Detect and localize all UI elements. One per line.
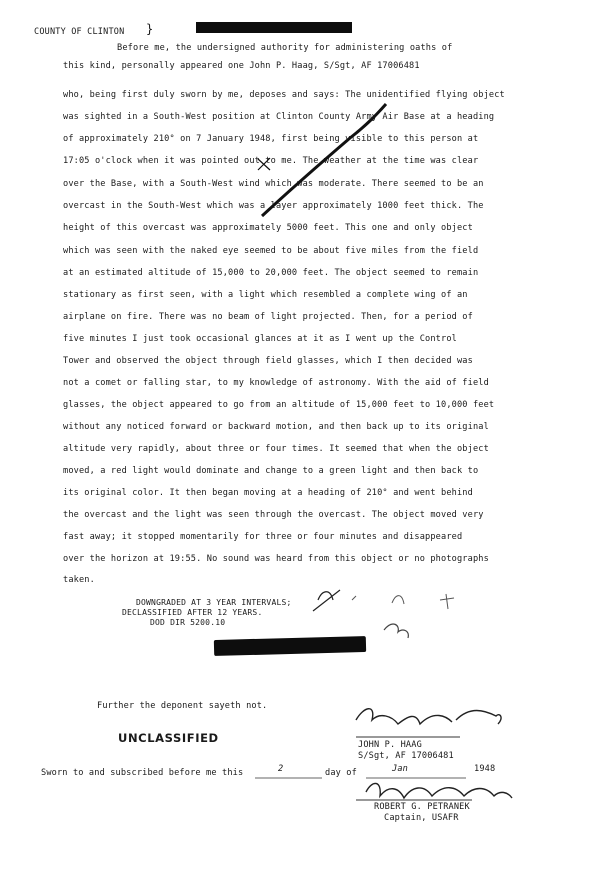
body-line-20: moved, a red light would dominate and change to a green light and then back to bbox=[63, 466, 479, 476]
sworn-year: 1948 bbox=[474, 764, 496, 774]
body-line-14: five minutes I just took occasional glances at it as I went up the Control bbox=[63, 334, 457, 344]
body-line-4: was sighted in a South-West position at Clinton County Army Air Base at a heading bbox=[63, 112, 495, 122]
county-heading: COUNTY OF CLINTON bbox=[34, 27, 125, 37]
sworn-day: 2 bbox=[278, 764, 284, 774]
classification-marking: UNCLASSIFIED bbox=[118, 731, 219, 745]
stamp-line-2: DECLASSIFIED AFTER 12 YEARS. bbox=[122, 608, 263, 617]
body-line-10: which was seen with the naked eye seemed to be about five miles from the field bbox=[63, 246, 479, 256]
body-line-23: fast away; it stopped momentarily for three or four minutes and disappeared bbox=[63, 532, 463, 542]
sworn-month: Jan bbox=[392, 764, 408, 774]
deponent-rank-serial: S/Sgt, AF 17006481 bbox=[358, 751, 454, 761]
body-line-18: without any noticed forward or backward motion, and then back up to its original bbox=[63, 422, 489, 432]
body-line-9: height of this overcast was approximately 5000 feet. This one and only object bbox=[63, 223, 473, 233]
body-line-13: airplane on fire. There was no beam of light projected. Then, for a period of bbox=[63, 312, 473, 322]
body-line-15: Tower and observed the object through field glasses, which I then decided was bbox=[63, 356, 473, 366]
sworn-day-of: day of bbox=[325, 768, 357, 778]
stamp-line-3: DOD DIR 5200.10 bbox=[150, 618, 226, 627]
deponent-name: JOHN P. HAAG bbox=[358, 740, 422, 750]
body-line-2: this kind, personally appeared one John P. Haag, S/Sgt, AF 17006481 bbox=[63, 61, 420, 71]
body-line-3: who, being first duly sworn by me, deposes and says: The unidentified flying object bbox=[63, 90, 505, 100]
sworn-prefix: Sworn to and subscribed before me this bbox=[41, 768, 244, 778]
body-line-25: taken. bbox=[63, 575, 95, 585]
further-statement: Further the deponent sayeth not. bbox=[97, 701, 268, 711]
officer-title: Captain, USAFR bbox=[384, 813, 459, 823]
body-line-21: its original color. It then began moving at a heading of 210° and went behind bbox=[63, 488, 473, 498]
body-line-22: the overcast and the light was seen through the overcast. The object moved very bbox=[63, 510, 484, 520]
body-line-24: over the horizon at 19:55. No sound was heard from this object or no photographs bbox=[63, 554, 489, 564]
stamp-line-1: DOWNGRADED AT 3 YEAR INTERVALS; bbox=[136, 598, 292, 607]
body-line-6: 17:05 o'clock when it was pointed out to me. The weather at the time was clear bbox=[63, 156, 479, 166]
heading-brace: } bbox=[146, 22, 154, 36]
officer-name: ROBERT G. PETRANEK bbox=[374, 802, 470, 812]
body-line-5: of approximately 210° on 7 January 1948, first being visible to this person at bbox=[63, 134, 479, 144]
body-line-7: over the Base, with a South-West wind which was moderate. There seemed to be an bbox=[63, 179, 484, 189]
body-line-16: not a comet or falling star, to my knowledge of astronomy. With the aid of field bbox=[63, 378, 489, 388]
body-line-19: altitude very rapidly, about three or four times. It seemed that when the object bbox=[63, 444, 489, 454]
body-line-8: overcast in the South-West which was a layer approximately 1000 feet thick. The bbox=[63, 201, 484, 211]
body-line-17: glasses, the object appeared to go from an altitude of 15,000 feet to 10,000 feet bbox=[63, 400, 495, 410]
body-line-1: Before me, the undersigned authority for administering oaths of bbox=[117, 43, 453, 53]
body-line-12: stationary as first seen, with a light which resembled a complete wing of an bbox=[63, 290, 468, 300]
body-line-11: at an estimated altitude of 15,000 to 20,000 feet. The object seemed to remain bbox=[63, 268, 479, 278]
